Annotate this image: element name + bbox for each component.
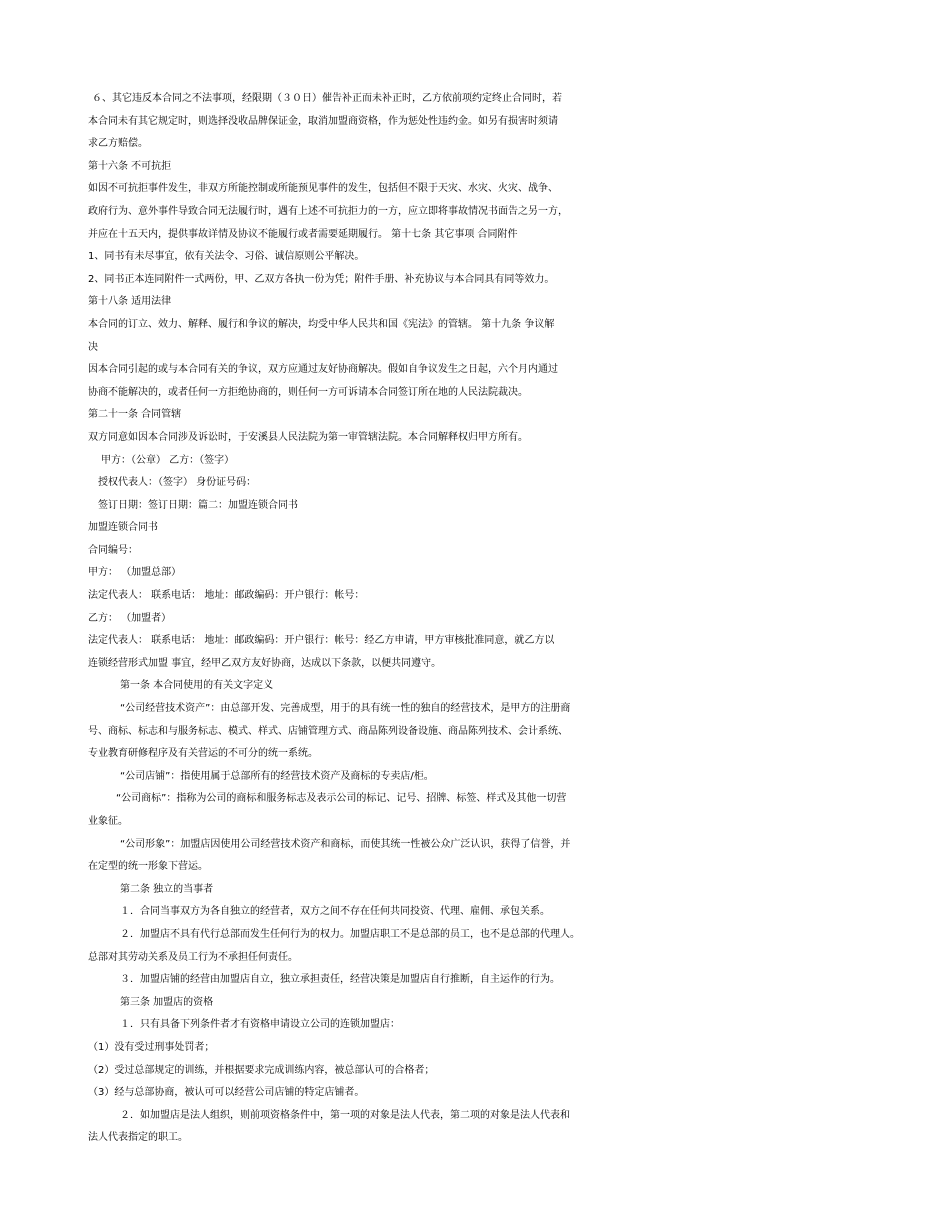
text-line: 2、同书正本连同附件一式两份，甲、乙双方各执一份为凭；附件手册、补充协议与本合同具有同等效力。: [88, 273, 555, 285]
text-line: 第十八条 适用法律: [88, 296, 172, 308]
text-line: （1）没有受过刑事处罚者；: [88, 1041, 215, 1053]
text-line: 业象征。: [88, 816, 128, 827]
text-line: １．合同当事双方为各自独立的经营者，双方之间不存在任何共同投资、代理、雇佣、承包关系。: [120, 906, 550, 918]
text-line: 法定代表人： 联系电话： 地址：邮政编码：开户银行：帐号：经乙方申请，甲方审核批准同意，就乙方以: [88, 635, 555, 647]
text-line: 本合同的订立、效力、解释、履行和争议的解决，均受中华人民共和国《宪法》的管辖。 第十九条 争议解: [88, 318, 555, 330]
text-line: 并应在十五天内，提供事故详情及协议不能履行或者需要延期履行。 第十七条 其它事项 合同附件: [88, 228, 518, 240]
text-line: 因本合同引起的或与本合同有关的争议，双方应通过友好协商解决。假如自争议发生之日起，六个月内通过: [88, 364, 558, 376]
text-line: 在定型的统一形象下营运。: [88, 861, 208, 873]
text-line: 甲方： （加盟总部）: [88, 567, 182, 579]
text-line: ３．加盟店铺的经营由加盟店自立，独立承担责任，经营决策是加盟店自行推断，自主运作的行为。: [120, 974, 560, 986]
text-line: 总部对其劳动关系及员工行为不承担任何责任。: [88, 951, 298, 963]
text-line: ６、其它违反本合同之不法事项，经限期（３０日）催告补正而未补正时，乙方依前项约定终止合同时，若: [92, 93, 562, 104]
text-line: “公司店铺”：指使用属于总部所有的经营技术资产及商标的专卖店/柜。: [120, 770, 434, 782]
text-line: ２．加盟店不具有代行总部而发生任何行为的权力。加盟店职工不是总部的员工，也不是总部的代理人。: [120, 928, 580, 940]
document-body: [0, 88, 950, 1150]
text-line: 法定代表人： 联系电话： 地址：邮政编码：开户银行：帐号：: [88, 590, 365, 602]
text-line: 第十六条 不可抗拒: [88, 160, 172, 172]
text-line: 如因不可抗拒事件发生，非双方所能控制或所能预见事件的发生，包括但不限于天灾、水灾、火灾、战争、: [88, 183, 558, 195]
text-line: 加盟连锁合同书: [88, 522, 158, 534]
text-line: “公司经营技术资产”：由总部开发、完善成型，用于的具有统一性的独自的经营技术，是甲方的注册商: [120, 703, 571, 715]
text-line: 法人代表指定的职工。: [88, 1132, 188, 1144]
text-line: 求乙方赔偿。: [88, 138, 148, 150]
text-line: （3）经与总部协商，被认可可以经营公司店铺的特定店铺者。: [88, 1087, 365, 1099]
text-line: 专业教育研修程序及有关营运的不可分的统一系统。: [88, 748, 318, 760]
text-line: ２．如加盟店是法人组织，则前项资格条件中，第一项的对象是法人代表，第二项的对象是法人代表和: [120, 1109, 570, 1121]
text-line: 签订日期：签订日期：篇二：加盟连锁合同书: [98, 499, 298, 511]
text-line: 第一条 本合同使用的有关文字定义: [120, 680, 274, 692]
text-line: “公司商标”：指称为公司的商标和服务标志及表示公司的标记、记号、招牌、标签、样式及其他一切营: [116, 793, 567, 805]
text-line: 连锁经营形式加盟 事宜，经甲乙双方友好协商，达成以下条款，以便共同遵守。: [88, 657, 442, 669]
text-line: 双方同意如因本合同涉及诉讼时，于安溪县人民法院为第一审管辖法院。本合同解释权归甲方所有。: [88, 431, 528, 443]
text-line: 协商不能解决的，或者任何一方拒绝协商的，则任何一方可诉请本合同签订所在地的人民法院裁决。: [88, 386, 528, 398]
text-line: “公司形象”：加盟店因使用公司经营技术资产和商标，而使其统一性被公众广泛认识，获得了信誉，并: [120, 838, 571, 850]
text-line: 授权代表人：（签字） 身份证号码：: [98, 477, 257, 489]
text-line: 政府行为、意外事件导致合同无法履行时，遇有上述不可抗拒力的一方，应立即将事故情况书面告之另一方，: [88, 205, 568, 217]
text-line: 第三条 加盟店的资格: [120, 996, 214, 1008]
text-line: 本合同未有其它规定时，则选择没收品牌保证金，取消加盟商资格，作为惩处性违约金。如另有损害时须请: [88, 115, 558, 127]
text-line: 合同编号：: [88, 544, 138, 556]
text-line: 第二条 独立的当事者: [120, 883, 214, 895]
text-line: 决: [88, 341, 98, 353]
text-line: 号、商标、标志和与服务标志、模式、样式、店铺管理方式、商品陈列设备设施、商品陈列技术、会计系统、: [88, 725, 568, 737]
text-line: 第二十一条 合同管辖: [88, 409, 182, 421]
text-line: 乙方： （加盟者）: [88, 612, 172, 624]
text-line: （2）受过总部规定的训练，并根据要求完成训练内容，被总部认可的合格者；: [88, 1064, 435, 1076]
text-line: 甲方：（公章） 乙方：（签字）: [101, 454, 235, 466]
text-line: 1、同书有未尽事宜，依有关法令、习俗、诚信原则公平解决。: [88, 251, 365, 263]
text-line: １．只有具备下列条件者才有资格申请设立公司的连锁加盟店：: [120, 1019, 400, 1031]
